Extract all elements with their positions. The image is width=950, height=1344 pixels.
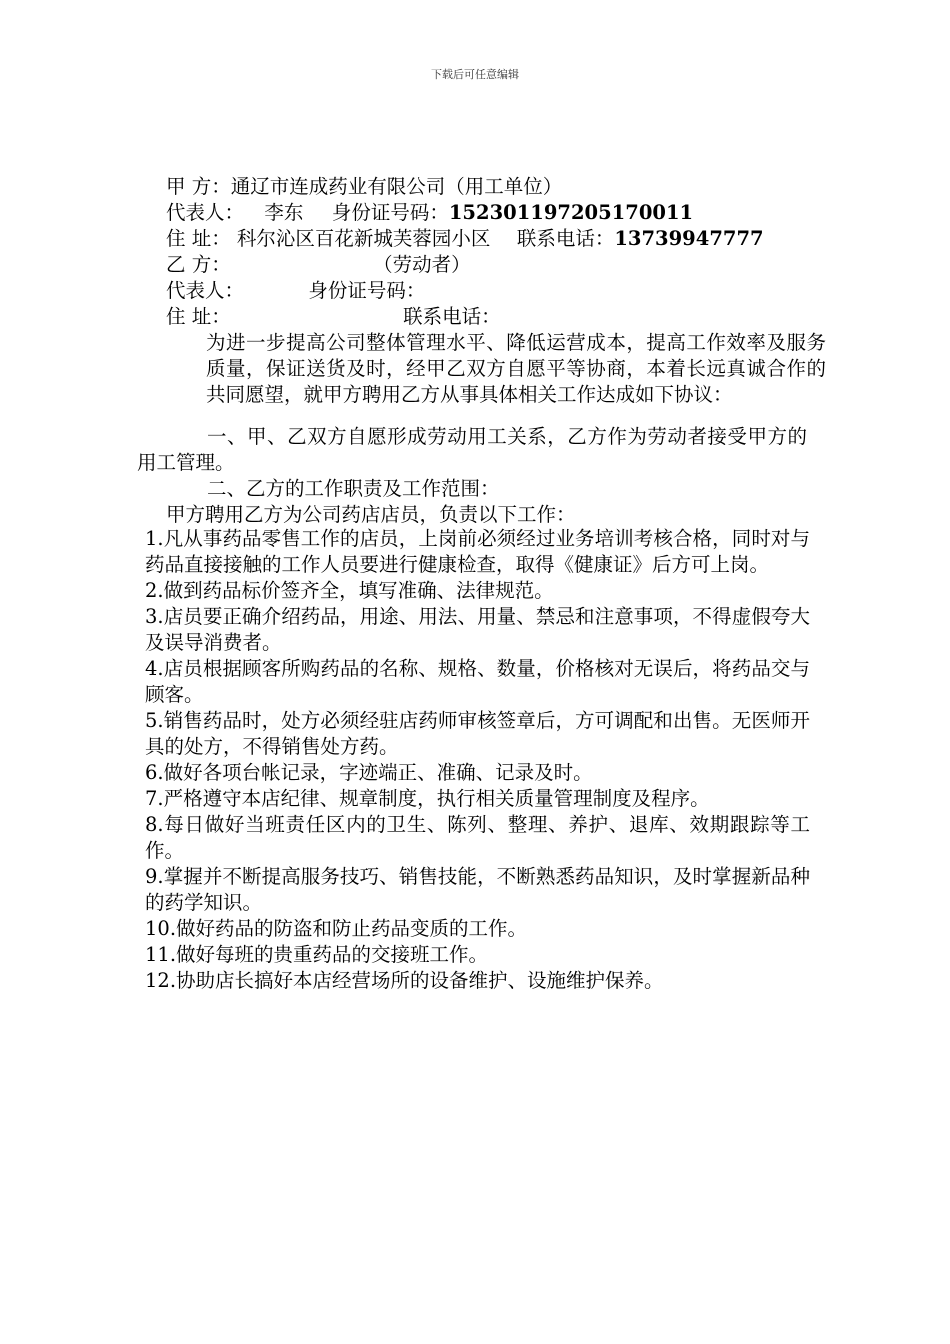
duty-item-4: 4.店员根据顾客所购药品的名称、规格、数量，价格核对无误后，将药品交与顾客。 bbox=[145, 657, 810, 706]
party-b-id-label: 身份证号码： bbox=[308, 279, 426, 302]
party-a-rep-name: 李东 bbox=[264, 201, 304, 224]
party-a-rep-label: 代表人： bbox=[166, 201, 245, 224]
party-b-rep-line bbox=[166, 278, 826, 304]
duty-item-9: 9.掌握并不断提高服务技巧、销售技能，不断熟悉药品知识，及时掌握新品种的药学知识。 bbox=[145, 865, 810, 914]
party-a-label: 甲 方： bbox=[166, 175, 231, 198]
parties-block bbox=[166, 174, 826, 408]
party-a-addr-value: 科尔沁区百花新城芙蓉园小区 bbox=[236, 227, 491, 250]
party-a-line bbox=[166, 174, 826, 200]
party-a-id-label: 身份证号码： bbox=[331, 201, 449, 224]
party-b-line bbox=[166, 252, 826, 278]
duty-item-2: 2.做到药品标价签齐全，填写准确、法律规范。 bbox=[145, 579, 554, 602]
party-b-phone-label: 联系电话： bbox=[403, 305, 501, 328]
party-a-addr-label: 住 址： bbox=[166, 227, 231, 250]
party-b-label: 乙 方： bbox=[166, 253, 231, 276]
section-1-text: 一、甲、乙双方自愿形成劳动用工关系，乙方作为劳动者接受甲方的用工管理。 bbox=[137, 425, 807, 474]
section-2-intro: 甲方聘用乙方为公司药店店员，负责以下工作： bbox=[166, 503, 576, 526]
party-a-addr-line bbox=[166, 226, 826, 252]
duty-item-7: 7.严格遵守本店纪律、规章制度，执行相关质量管理制度及程序。 bbox=[145, 787, 710, 810]
page-header-note: 下载后可任意编辑 bbox=[431, 68, 519, 81]
duty-item-6: 6.做好各项台帐记录，字迹端正、准确、记录及时。 bbox=[145, 761, 593, 784]
party-b-addr-label: 住 址： bbox=[166, 305, 231, 328]
party-b-name-suffix: （劳动者） bbox=[373, 253, 471, 276]
duty-item-1: 1.凡从事药品零售工作的店员，上岗前必须经过业务培训考核合格，同时对与药品直接接触的工作人员要进行健康检查，取得《健康证》后方可上岗。 bbox=[145, 527, 810, 576]
duty-item-3: 3.店员要正确介绍药品，用途、用法、用量、禁忌和注意事项，不得虚假夸大及误导消费者。 bbox=[145, 605, 810, 654]
section-2-title: 二、乙方的工作职责及工作范围： bbox=[207, 477, 500, 500]
duty-item-8: 8.每日做好当班责任区内的卫生、陈列、整理、养护、退库、效期跟踪等工作。 bbox=[145, 813, 810, 862]
party-a-id-value: 152301197205170011 bbox=[448, 201, 694, 224]
party-a-rep-line bbox=[166, 200, 826, 226]
party-b-addr-line bbox=[166, 304, 826, 330]
party-a-name: 通辽市连成药业有限公司（用工单位） bbox=[230, 175, 563, 198]
intro-paragraph: 为进一步提高公司整体管理水平、降低运营成本，提高工作效率及服务质量，保证送货及时，经甲乙双方自愿平等协商，本着长远真诚合作的共同愿望，就甲方聘用乙方从事具体相关工作达成如下协议： bbox=[206, 331, 826, 406]
duty-item-11: 11.做好每班的贵重药品的交接班工作。 bbox=[145, 943, 489, 966]
duty-item-12: 12.协助店长搞好本店经营场所的设备维护、设施维护保养。 bbox=[145, 969, 664, 992]
duty-item-5: 5.销售药品时，处方必须经驻店药师审核签章后，方可调配和出售。无医师开具的处方，不得销售处方药。 bbox=[145, 709, 810, 758]
party-a-phone-value: 13739947777 bbox=[614, 227, 764, 250]
duties-list bbox=[145, 526, 810, 994]
party-b-rep-label: 代表人： bbox=[166, 279, 245, 302]
party-a-phone-label: 联系电话： bbox=[516, 227, 615, 250]
section-1 bbox=[137, 424, 807, 476]
duty-item-10: 10.做好药品的防盗和防止药品变质的工作。 bbox=[145, 917, 528, 940]
